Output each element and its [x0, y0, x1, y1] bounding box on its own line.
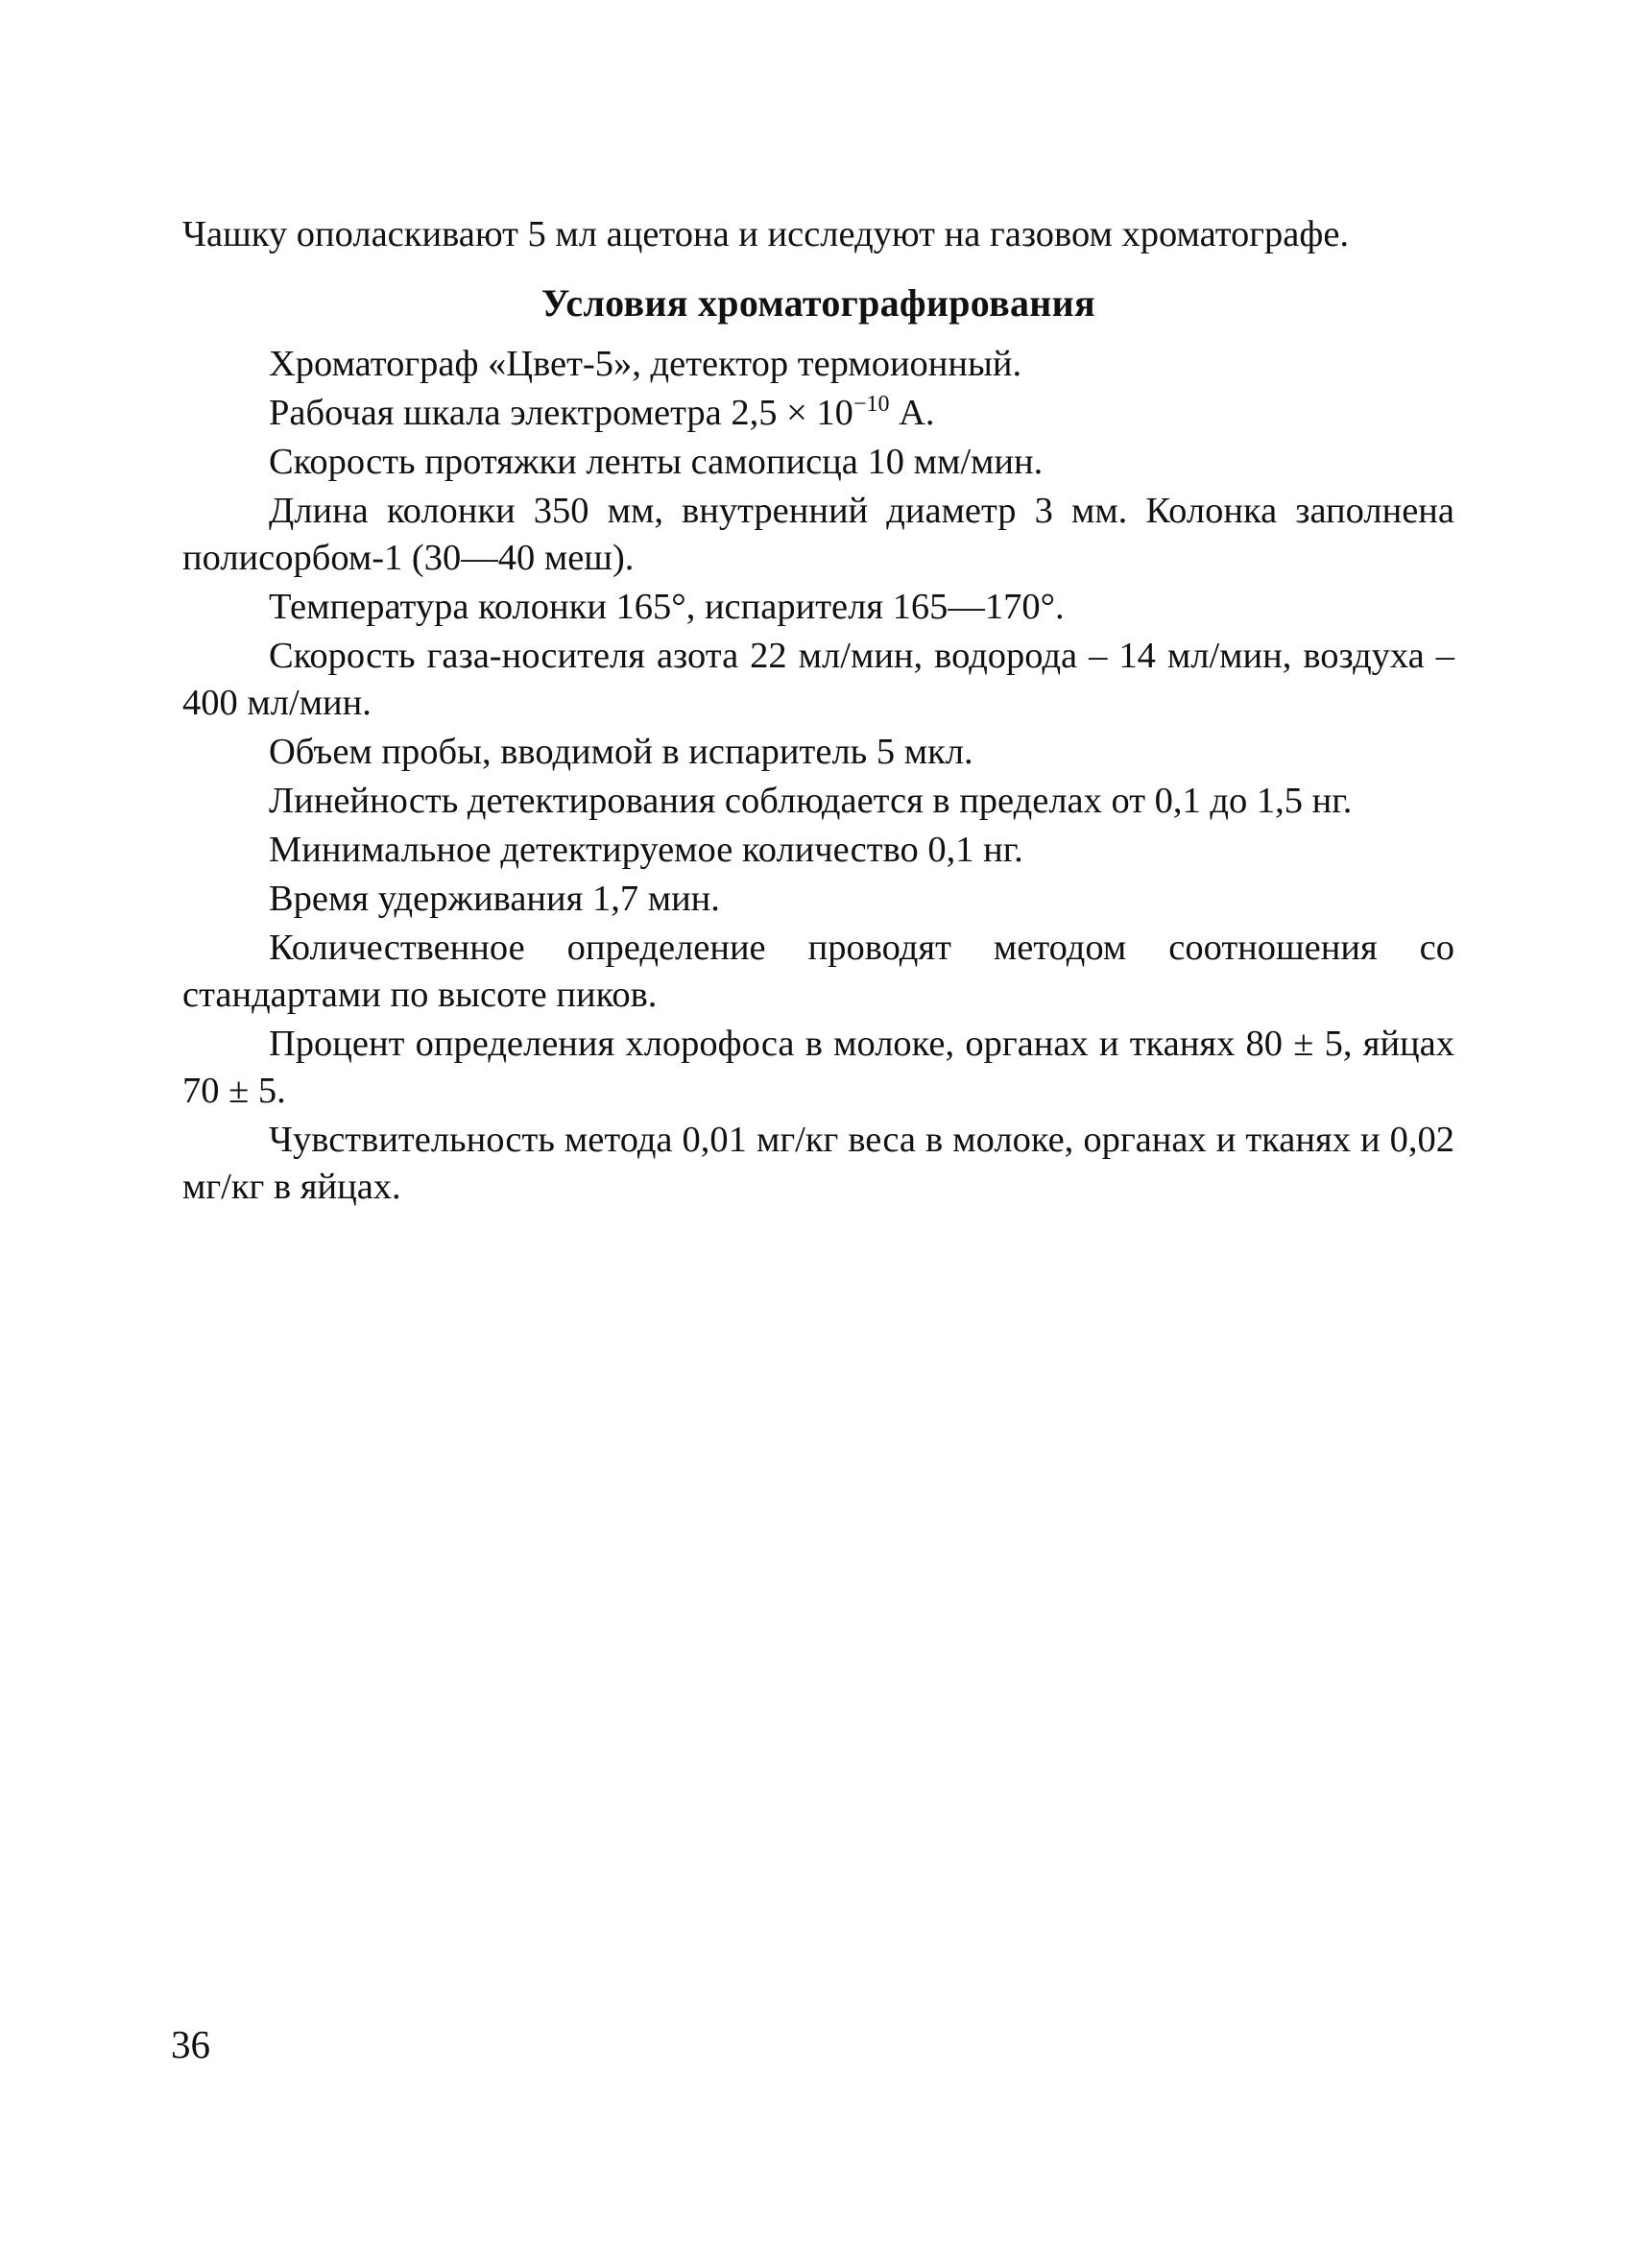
chromatograph-line: Хроматограф «Цвет-5», детектор термоионный. — [269, 344, 1022, 384]
tape-speed-line: Скорость протяжки ленты самописца 10 мм/мин. — [269, 442, 1044, 482]
quantification-paragraph: Количественное определение проводят методом соотношения со стандартами по высоте пиков. — [182, 928, 1454, 1015]
gas-speed-paragraph: Скорость газа-носителя азота 22 мл/мин, водорода – 14 мл/мин, воздуха – 400 мл/мин. — [182, 636, 1454, 723]
electrometer-scale-line — [182, 390, 1454, 437]
linearity-line: Линейность детектирования соблюдается в пределах от 0,1 до 1,5 нг. — [269, 781, 1353, 821]
recovery-paragraph: Процент определения хлорофоса в молоке, органах и тканях 80 ± 5, яйцах 70 ± 5. — [182, 1024, 1454, 1111]
retention-time-line: Время удерживания 1,7 мин. — [269, 879, 720, 919]
column-paragraph: Длина колонки 350 мм, внутренний диаметр 3 мм. Колонка заполнена полисорбом-1 (30—40 меш). — [182, 491, 1454, 578]
section-heading: Условия хроматографирования — [541, 281, 1095, 325]
body-text — [182, 211, 1454, 1211]
sensitivity-paragraph: Чувствительность метода 0,01 мг/кг веса в молоке, органах и тканях и 0,02 мг/кг в яйцах. — [182, 1120, 1454, 1207]
sample-volume-line: Объем пробы, вводимой в испаритель 5 мкл. — [269, 732, 973, 772]
page-number: 36 — [171, 2022, 210, 2066]
electrometer-scale-prefix: Рабочая шкала электрометра 2,5 × 10 — [269, 393, 853, 433]
minimum-detectable-line: Минимальное детектируемое количество 0,1 нг. — [269, 830, 1023, 870]
temperature-line: Температура колонки 165°, испарителя 165—170°. — [269, 587, 1065, 627]
electrometer-scale-exponent: −10 — [853, 392, 890, 417]
intro-paragraph: Чашку ополаскивают 5 мл ацетона и исследуют на газовом хроматографе. — [182, 214, 1350, 254]
electrometer-scale-suffix: А. — [889, 393, 935, 433]
